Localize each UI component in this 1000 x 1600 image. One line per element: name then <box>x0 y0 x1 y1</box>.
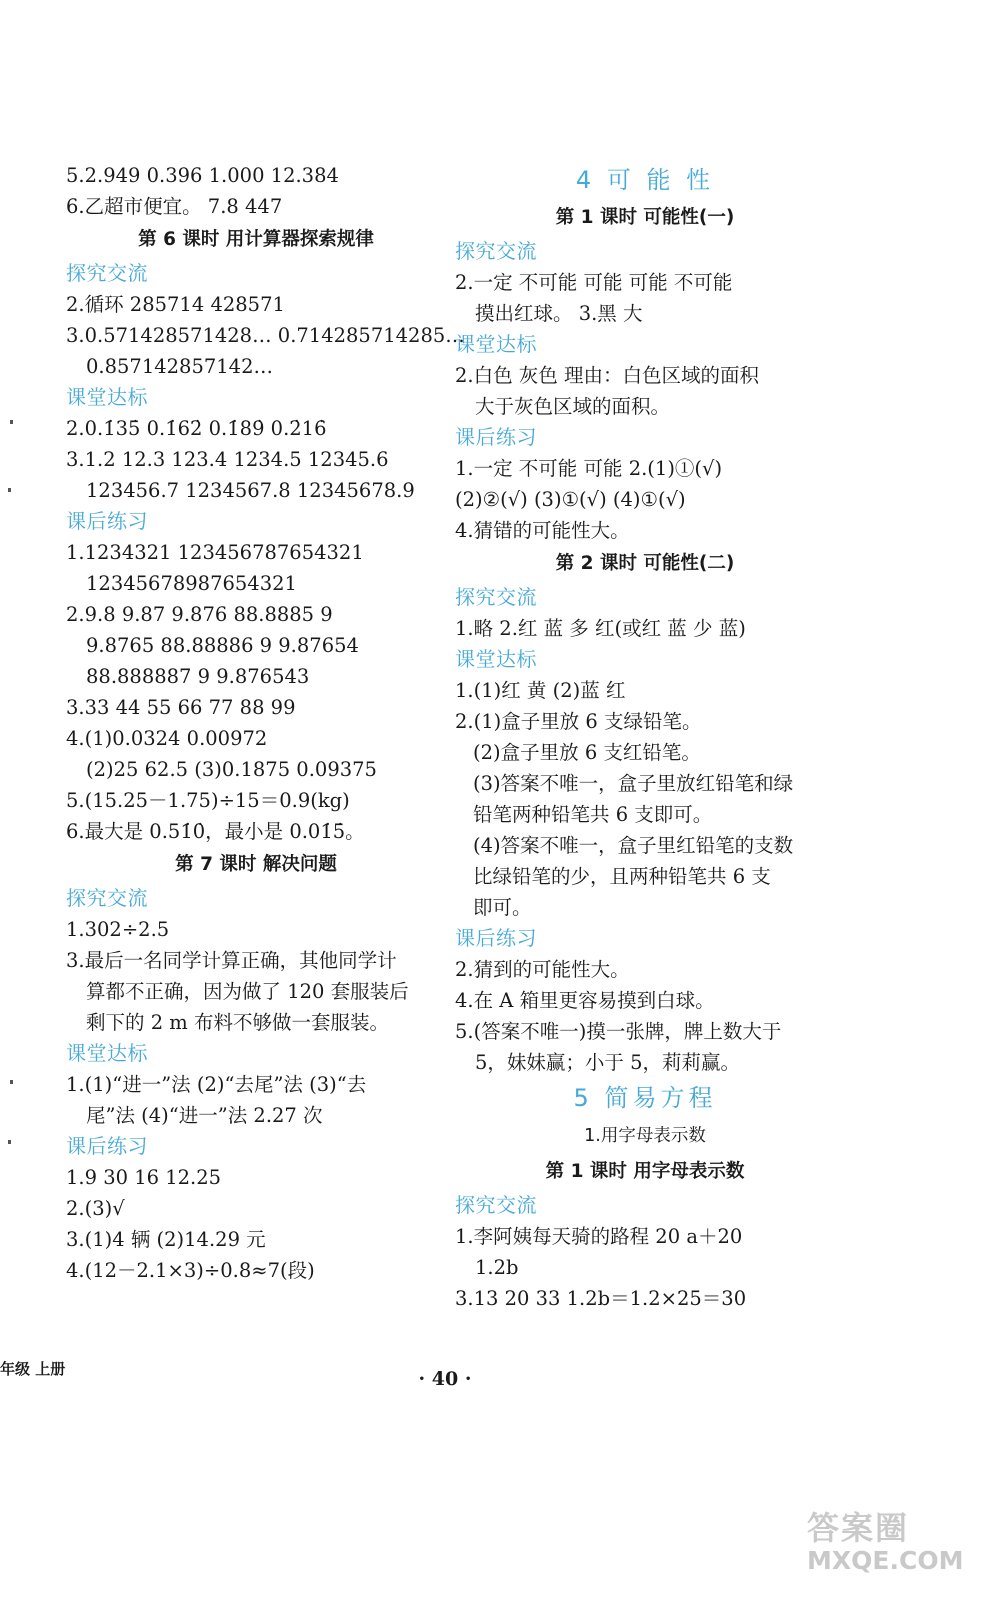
watermark-en: MXQE.COM <box>807 1546 964 1575</box>
section-heading: 课堂达标 <box>66 1041 148 1065</box>
answer-line: 2.循环 285714 428571 <box>66 293 285 316</box>
answer-line: 3.13 20 33 1.2b＝1.2×25＝30 <box>455 1287 747 1310</box>
section-heading: 探究交流 <box>66 886 148 910</box>
answer-line: 1.302÷2.5 <box>66 918 170 941</box>
answer-line: 1.李阿姨每天骑的路程 20 a＋20 <box>455 1225 743 1248</box>
answer-line: 3.33 44 55 66 77 88 99 <box>66 696 296 719</box>
answer-line: 4.猜错的可能性大。 <box>455 519 630 542</box>
answer-line: 123456.7 1234567.8 12345678.9 <box>86 479 415 502</box>
answer-line: 即可。 <box>473 896 532 919</box>
answer-line: 88.888887 9 9.876543 <box>86 665 310 688</box>
answer-line: (2)25 62.5 (3)0.1875 0.09375 <box>86 758 377 781</box>
answer-line: 12345678987654321 <box>86 572 297 595</box>
answer-line: 比绿铅笔的少，且两种铅笔共 6 支 <box>473 865 771 888</box>
answer-line: 2.一定 不可能 可能 可能 不可能 <box>455 271 733 294</box>
answer-line: 1.一定 不可能 可能 2.(1)①(√) <box>455 457 723 480</box>
answer-line: (3)答案不唯一，盒子里放红铅笔和绿 <box>473 772 794 795</box>
watermark-cn: 答案圈 <box>807 1509 910 1547</box>
answer-line: 剩下的 2 m 布料不够做一套服装。 <box>86 1011 389 1034</box>
answer-line: 2.白色 灰色 理由：白色区域的面积 <box>455 364 760 387</box>
answer-line: 2.(1)盒子里放 6 支绿铅笔。 <box>455 710 702 733</box>
chapter-title: 5 简易方程 <box>573 1084 717 1112</box>
answer-line: 1.略 2.红 蓝 多 红(或红 蓝 少 蓝) <box>455 617 746 640</box>
chapter-title: 4 可 能 性 <box>575 166 715 194</box>
section-heading: 课后练习 <box>66 1134 148 1158</box>
scan-mark <box>8 488 11 492</box>
lesson-title: 第 7 课时 解决问题 <box>175 854 337 875</box>
answer-line: 1.1234321 123456787654321 <box>66 541 364 564</box>
answer-line: 3.(1)4 辆 (2)14.29 元 <box>66 1228 266 1251</box>
lesson-title: 第 1 课时 用字母表示数 <box>545 1161 745 1182</box>
scan-mark <box>10 420 13 424</box>
answer-line: 1.(1)红 黄 (2)蓝 红 <box>455 679 626 702</box>
answer-line: 9.8765 88.88886 9 9.87654 <box>86 634 359 657</box>
answer-line: 0.857142857142… <box>86 355 273 378</box>
section-heading: 探究交流 <box>66 261 148 285</box>
section-heading: 课堂达标 <box>66 385 148 409</box>
answer-line: 3.1.2 12.3 123.4 1234.5 12345.6 <box>66 448 389 471</box>
answer-line: 2.0.1̇35̇ 0.1̇62̇ 0.1̇89̇ 0.2̇16̇ <box>66 417 327 440</box>
answer-line: 1.(1)“进一”法 (2)“去尾”法 (3)“去 <box>66 1073 367 1096</box>
watermark-logo <box>807 1510 982 1580</box>
section-heading: 探究交流 <box>455 1193 537 1217</box>
left-column <box>66 160 465 1286</box>
scan-mark <box>8 1140 11 1144</box>
answer-line: 5.2.949 0.396 1.000 12.384 <box>66 164 339 187</box>
section-heading: 课后练习 <box>66 509 148 533</box>
answer-line: (2)盒子里放 6 支红铅笔。 <box>473 741 701 764</box>
answer-line: (4)答案不唯一，盒子里红铅笔的支数 <box>473 834 794 857</box>
answer-line: 6.乙超市便宜。 7.8 447 <box>66 195 283 218</box>
answer-line: 6.最大是 0.51̇0̇，最小是 0.01̇5̇。 <box>66 820 365 843</box>
section-heading: 课堂达标 <box>455 332 537 356</box>
answer-line: (2)②(√) (3)①(√) (4)①(√) <box>455 488 686 511</box>
answer-line: 1.2b <box>475 1256 519 1279</box>
answer-line: 尾”法 (4)“进一”法 2.27 次 <box>86 1104 323 1127</box>
answer-line: 1.9 30 16 12.25 <box>66 1166 222 1189</box>
answer-line: 2.猜到的可能性大。 <box>455 958 630 981</box>
answer-line: 2.9.8 9.87 9.876 88.8885 9 <box>66 603 333 626</box>
answer-line: 算都不正确，因为做了 120 套服装后 <box>86 980 409 1003</box>
answer-line: 5.(15.25－1.75)÷15＝0.9(kg) <box>66 789 350 812</box>
answer-line: 摸出红球。 3.黑 大 <box>475 302 643 325</box>
answer-line: 大于灰色区域的面积。 <box>475 395 671 418</box>
subsection-title: 1.用字母表示数 <box>584 1126 706 1146</box>
footer-grade-label: 年级 上册 <box>0 1360 66 1378</box>
answer-line: 4.(12－2.1×3)÷0.8≈7(段) <box>66 1259 315 1282</box>
lesson-title: 第 1 课时 可能性(一) <box>555 207 735 228</box>
answer-line: 3.最后一名同学计算正确，其他同学计 <box>66 949 397 972</box>
section-heading: 课后练习 <box>455 926 537 950</box>
section-heading: 探究交流 <box>455 585 537 609</box>
answer-line: 3.0.571428571428… 0.714285714285… <box>66 324 465 347</box>
answer-line: 5.(答案不唯一)摸一张牌，牌上数大于 <box>455 1020 782 1043</box>
answer-line: 5，妹妹赢；小于 5，莉莉赢。 <box>475 1051 741 1074</box>
lesson-title: 第 6 课时 用计算器探索规律 <box>138 229 374 250</box>
page-number: · 40 · <box>418 1368 472 1390</box>
section-heading: 探究交流 <box>455 239 537 263</box>
answer-line: 铅笔两种铅笔共 6 支即可。 <box>473 803 713 826</box>
answer-line: 4.在 A 箱里更容易摸到白球。 <box>455 989 715 1012</box>
scan-mark <box>10 1080 13 1084</box>
section-heading: 课后练习 <box>455 425 537 449</box>
answer-line: 4.(1)0.0324 0.00972 <box>66 727 268 750</box>
answer-line: 2.(3)√ <box>66 1197 125 1220</box>
lesson-title: 第 2 课时 可能性(二) <box>555 553 735 574</box>
right-column <box>455 160 835 1314</box>
section-heading: 课堂达标 <box>455 647 537 671</box>
